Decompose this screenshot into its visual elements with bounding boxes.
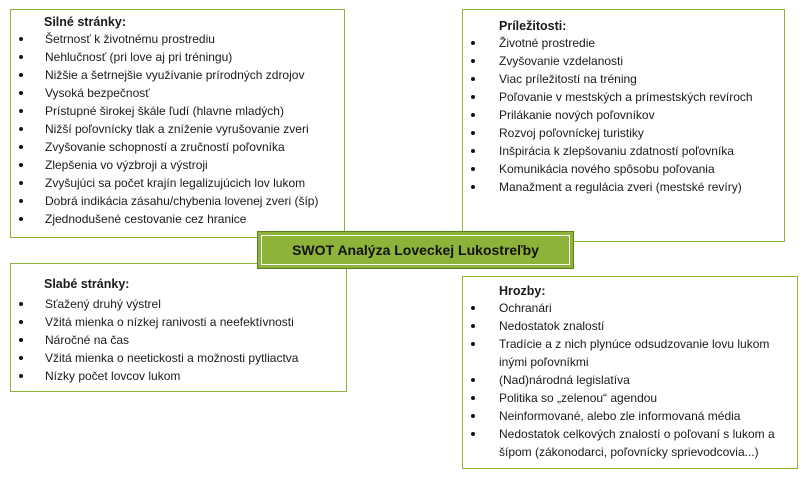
bullet-icon: [19, 199, 23, 203]
list-item: [11, 48, 344, 66]
strengths-heading: Silné stránky:: [44, 15, 126, 29]
list-item-text: Rozvoj poľovníckej turistiky: [499, 126, 644, 140]
bullet-icon: [19, 91, 23, 95]
swot-title: SWOT Analýza Loveckej Lukostreľby: [261, 235, 570, 265]
list-item: [11, 367, 346, 385]
bullet-icon: [19, 127, 23, 131]
list-item: [11, 313, 346, 331]
bullet-icon: [19, 37, 23, 41]
list-item: [11, 210, 344, 228]
bullet-icon: [19, 302, 23, 306]
bullet-icon: [19, 163, 23, 167]
strengths-list: [11, 30, 344, 228]
list-item-text: Komunikácia nového spôsobu poľovania: [499, 162, 715, 176]
list-item-text: Nízky počet lovcov lukom: [45, 369, 181, 383]
list-item: [11, 174, 344, 192]
bullet-icon: [19, 181, 23, 185]
list-item: [11, 156, 344, 174]
list-item: [11, 295, 346, 313]
bullet-icon: [471, 95, 475, 99]
bullet-icon: [19, 145, 23, 149]
bullet-icon: [471, 342, 475, 346]
list-item-text: Náročné na čas: [45, 333, 130, 347]
list-item: [463, 52, 784, 70]
list-item: [463, 142, 784, 160]
bullet-icon: [471, 324, 475, 328]
list-item-text: Zjednodušené cestovanie cez hranice: [45, 212, 247, 226]
bullet-icon: [19, 73, 23, 77]
threats-heading: Hrozby:: [499, 284, 546, 298]
bullet-icon: [471, 113, 475, 117]
list-item: [11, 84, 344, 102]
bullet-icon: [19, 320, 23, 324]
swot-title-box: [257, 231, 574, 269]
bullet-icon: [471, 131, 475, 135]
bullet-icon: [19, 217, 23, 221]
list-item-text: Prístupné širokej škále ľudí (hlavne mladých): [45, 104, 284, 118]
list-item: [11, 331, 346, 349]
bullet-icon: [471, 414, 475, 418]
list-item-text: Politika so „zelenou“ agendou: [499, 391, 658, 405]
list-item: [11, 192, 344, 210]
list-item-text: Životné prostredie: [499, 36, 596, 50]
list-item: [463, 70, 784, 88]
list-item: [463, 106, 784, 124]
bullet-icon: [471, 149, 475, 153]
list-item: [463, 124, 784, 142]
bullet-icon: [471, 185, 475, 189]
bullet-icon: [19, 109, 23, 113]
list-item-text: Nehlučnosť (pri love aj pri tréningu): [45, 50, 233, 64]
list-item-text: Sťažený druhý výstrel: [45, 297, 161, 311]
list-item-text: Tradície a z nich plynúce odsudzovanie lovu lukom inými poľovníkmi: [499, 337, 770, 369]
list-item-text: Nedostatok celkových znalostí o poľovaní s lukom a šípom (zákonodarci, poľovnícky sprievodcovia...): [499, 427, 775, 459]
bullet-icon: [471, 59, 475, 63]
list-item-text: Zvyšujúci sa počet krajín legalizujúcich lov lukom: [45, 176, 306, 190]
list-item-text: Poľovanie v mestských a prímestských revíroch: [499, 90, 753, 104]
weaknesses-heading: Slabé stránky:: [44, 277, 130, 291]
list-item: [463, 389, 789, 407]
bullet-icon: [19, 356, 23, 360]
list-item-text: Nižší poľovnícky tlak a zníženie vyrušovanie zveri: [45, 122, 309, 136]
list-item-text: Viac príležitostí na tréning: [499, 72, 637, 86]
list-item: [11, 120, 344, 138]
list-item: [463, 317, 789, 335]
weaknesses-box: [10, 263, 347, 392]
list-item: [463, 299, 789, 317]
list-item-text: Manažment a regulácia zveri (mestské revíry): [499, 180, 742, 194]
list-item: [11, 138, 344, 156]
bullet-icon: [471, 167, 475, 171]
list-item: [11, 30, 344, 48]
list-item: [463, 34, 784, 52]
list-item: [463, 407, 789, 425]
list-item: [11, 349, 346, 367]
list-item: [463, 160, 784, 178]
opportunities-list: [463, 34, 784, 196]
list-item-text: Neinformované, alebo zle informovaná média: [499, 409, 741, 423]
list-item-text: Nedostatok znalostí: [499, 319, 605, 333]
bullet-icon: [471, 77, 475, 81]
bullet-icon: [19, 374, 23, 378]
list-item: [463, 371, 789, 389]
threats-list: [463, 299, 797, 461]
list-item-text: Ochranári: [499, 301, 552, 315]
bullet-icon: [19, 338, 23, 342]
opportunities-heading: Príležitosti:: [499, 19, 567, 33]
list-item-text: (Nad)národná legislatíva: [499, 373, 630, 387]
list-item: [11, 102, 344, 120]
bullet-icon: [471, 378, 475, 382]
list-item-text: Zlepšenia vo výzbroji a výstroji: [45, 158, 208, 172]
list-item-text: Inšpirácia k zlepšovaniu zdatností poľovníka: [499, 144, 734, 158]
list-item-text: Vžitá mienka o nízkej ranivosti a neefektívnosti: [45, 315, 294, 329]
list-item-text: Šetrnosť k životnému prostrediu: [45, 32, 215, 46]
bullet-icon: [471, 41, 475, 45]
bullet-icon: [471, 396, 475, 400]
list-item-text: Zvyšovanie vzdelanosti: [499, 54, 624, 68]
list-item: [463, 425, 789, 461]
list-item: [463, 88, 784, 106]
list-item-text: Vžitá mienka o neetickosti a možnosti pytliactva: [45, 351, 299, 365]
strengths-box: [10, 9, 345, 238]
bullet-icon: [19, 55, 23, 59]
list-item-text: Prilákanie nových poľovníkov: [499, 108, 655, 122]
bullet-icon: [471, 306, 475, 310]
threats-box: [462, 276, 798, 469]
list-item: [11, 66, 344, 84]
list-item-text: Vysoká bezpečnosť: [45, 86, 150, 100]
weaknesses-list: [11, 295, 346, 385]
list-item-text: Dobrá indikácia zásahu/chybenia lovenej zveri (šíp): [45, 194, 319, 208]
list-item: [463, 335, 789, 371]
list-item-text: Zvyšovanie schopností a zručností poľovníka: [45, 140, 285, 154]
bullet-icon: [471, 432, 475, 436]
list-item: [463, 178, 784, 196]
list-item-text: Nižšie a šetrnejšie využívanie prírodných zdrojov: [45, 68, 305, 82]
opportunities-box: [462, 9, 785, 242]
